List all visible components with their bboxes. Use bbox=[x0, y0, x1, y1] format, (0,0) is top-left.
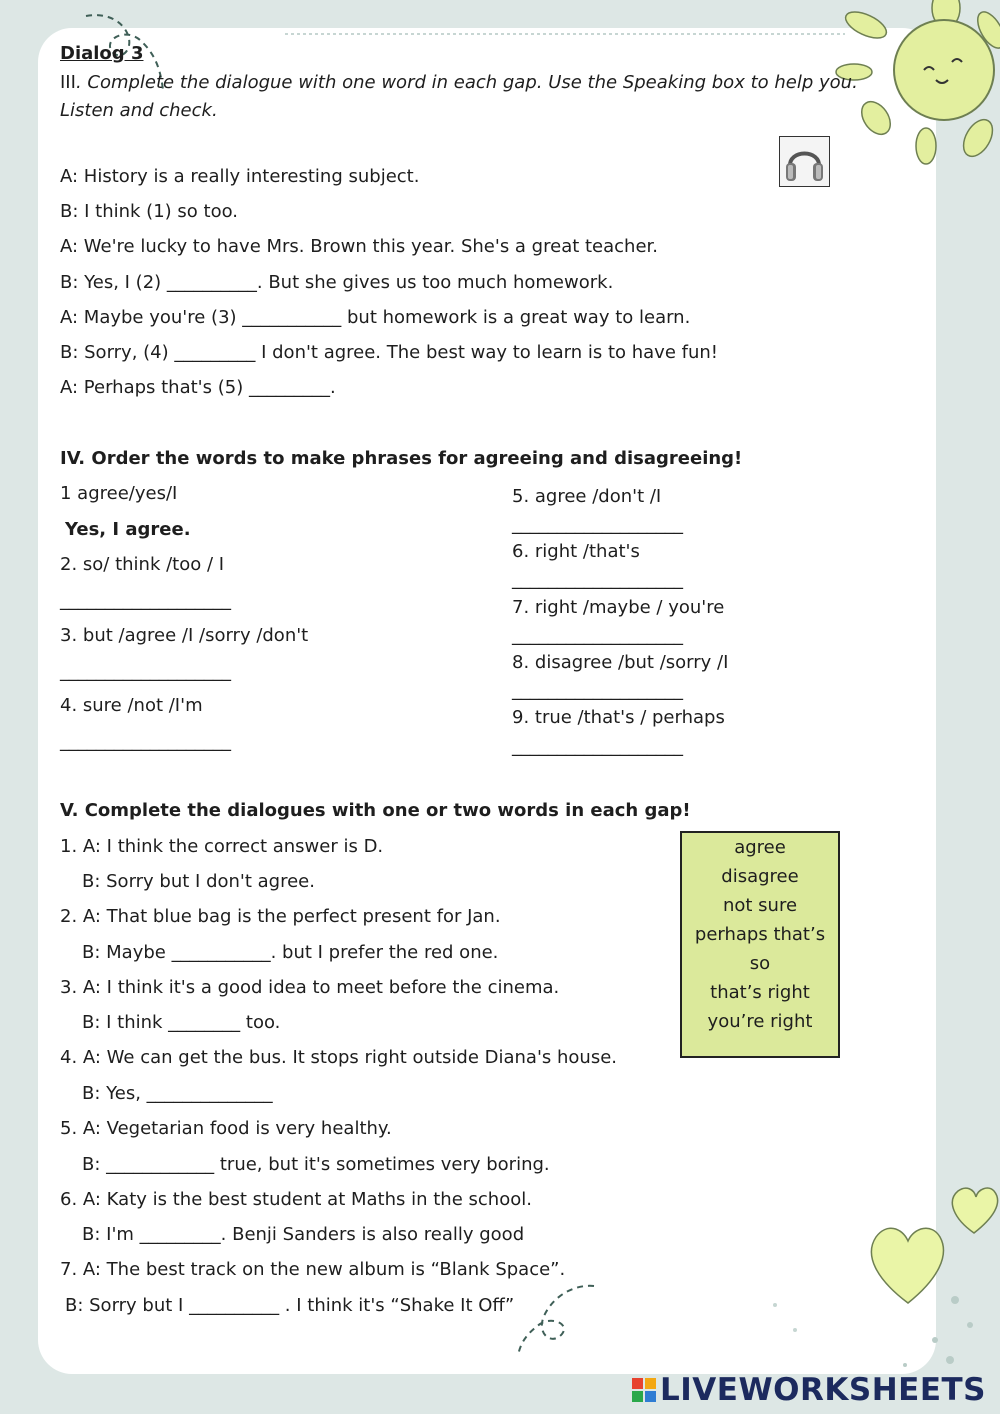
order-question: 2. so/ think /too / I bbox=[60, 554, 225, 575]
answer-blank[interactable]: ___________________ bbox=[512, 569, 683, 590]
order-question: 7. right /maybe / you're bbox=[512, 597, 725, 618]
answer-blank[interactable]: ___________________ bbox=[512, 680, 683, 701]
answer-blank[interactable]: ___________________ bbox=[60, 731, 231, 752]
order-question: 4. sure /not /I'm bbox=[60, 695, 203, 716]
instruction-continued: Listen and check. bbox=[60, 100, 218, 121]
dialogue-line[interactable]: A: Perhaps that's (5) _________. bbox=[60, 377, 336, 398]
dotted-line-decoration bbox=[285, 30, 845, 38]
word-bank-item: not sure bbox=[722, 895, 798, 916]
brand-logo[interactable] bbox=[632, 1371, 986, 1409]
word-bank-box bbox=[680, 831, 840, 1058]
order-question: 1 agree/yes/I bbox=[60, 483, 178, 504]
dialogue-line: 2. A: That blue bag is the perfect present for Jan. bbox=[60, 906, 501, 927]
instruction: III. Complete the dialogue with one word in each gap. Use the Speaking box to help you. bbox=[60, 72, 858, 93]
dialogue-line: A: History is a really interesting subject. bbox=[60, 166, 420, 187]
answer-blank[interactable]: ___________________ bbox=[512, 514, 683, 535]
word-bank-item: agree bbox=[734, 837, 786, 858]
word-bank-item: so bbox=[749, 953, 771, 974]
dialogue-line: 7. A: The best track on the new album is “Blank Space”. bbox=[60, 1259, 566, 1280]
order-question: 3. but /agree /I /sorry /don't bbox=[60, 625, 309, 646]
brand-logo-icon bbox=[632, 1378, 656, 1402]
dialogue-line: 4. A: We can get the bus. It stops right outside Diana's house. bbox=[60, 1047, 618, 1068]
dialogue-line: 1. A: I think the correct answer is D. bbox=[60, 836, 384, 857]
brand-name: LIVEWORKSHEETS bbox=[660, 1372, 986, 1408]
headphones-icon[interactable] bbox=[779, 136, 830, 187]
order-question: 9. true /that's / perhaps bbox=[512, 707, 725, 728]
dialogue-line: 3. A: I think it's a good idea to meet before the cinema. bbox=[60, 977, 560, 998]
dialogue-line[interactable]: B: Maybe ___________. but I prefer the red one. bbox=[82, 942, 499, 963]
dialog-title: Dialog 3 bbox=[60, 43, 144, 64]
dialogue-line: 5. A: Vegetarian food is very healthy. bbox=[60, 1118, 392, 1139]
example-answer: Yes, I agree. bbox=[65, 519, 191, 540]
dialogue-line[interactable]: B: I think ________ too. bbox=[82, 1012, 281, 1033]
word-bank-item: you’re right bbox=[707, 1011, 813, 1032]
dialogue-line: B: Sorry but I don't agree. bbox=[82, 871, 315, 892]
dialogue-line[interactable]: B: Sorry but I __________ . I think it's “Shake It Off” bbox=[65, 1295, 515, 1316]
answer-blank[interactable]: ___________________ bbox=[60, 590, 231, 611]
dialogue-line[interactable]: A: Maybe you're (3) ___________ but homework is a great way to learn. bbox=[60, 307, 691, 328]
dialogue-line[interactable]: B: Yes, I (2) __________. But she gives us too much homework. bbox=[60, 272, 614, 293]
dialogue-line[interactable]: B: Sorry, (4) _________ I don't agree. The best way to learn is to have fun! bbox=[60, 342, 718, 363]
order-question: 8. disagree /but /sorry /I bbox=[512, 652, 729, 673]
section-heading: IV. Order the words to make phrases for agreeing and disagreeing! bbox=[60, 448, 743, 469]
answer-blank[interactable]: ___________________ bbox=[512, 625, 683, 646]
dialogue-line[interactable]: B: ____________ true, but it's sometimes very boring. bbox=[82, 1154, 550, 1175]
swirl-decoration-bottom bbox=[512, 1280, 602, 1360]
dialogue-line[interactable]: B: I'm _________. Benji Sanders is also really good bbox=[82, 1224, 525, 1245]
order-question: 5. agree /don't /I bbox=[512, 486, 662, 507]
word-bank-item: disagree bbox=[721, 866, 799, 887]
answer-blank[interactable]: ___________________ bbox=[512, 736, 683, 757]
word-bank-item: that’s right bbox=[710, 982, 810, 1003]
order-question: 6. right /that's bbox=[512, 541, 640, 562]
dots-decoration bbox=[745, 1270, 985, 1380]
section-heading: V. Complete the dialogues with one or two words in each gap! bbox=[60, 800, 691, 821]
word-bank-item: perhaps that’s bbox=[694, 924, 826, 945]
dialogue-line[interactable]: B: Yes, ______________ bbox=[82, 1083, 273, 1104]
dialogue-line: B: I think (1) so too. bbox=[60, 201, 239, 222]
answer-blank[interactable]: ___________________ bbox=[60, 661, 231, 682]
dialogue-line: 6. A: Katy is the best student at Maths in the school. bbox=[60, 1189, 532, 1210]
dialogue-line: A: We're lucky to have Mrs. Brown this year. She's a great teacher. bbox=[60, 236, 659, 257]
